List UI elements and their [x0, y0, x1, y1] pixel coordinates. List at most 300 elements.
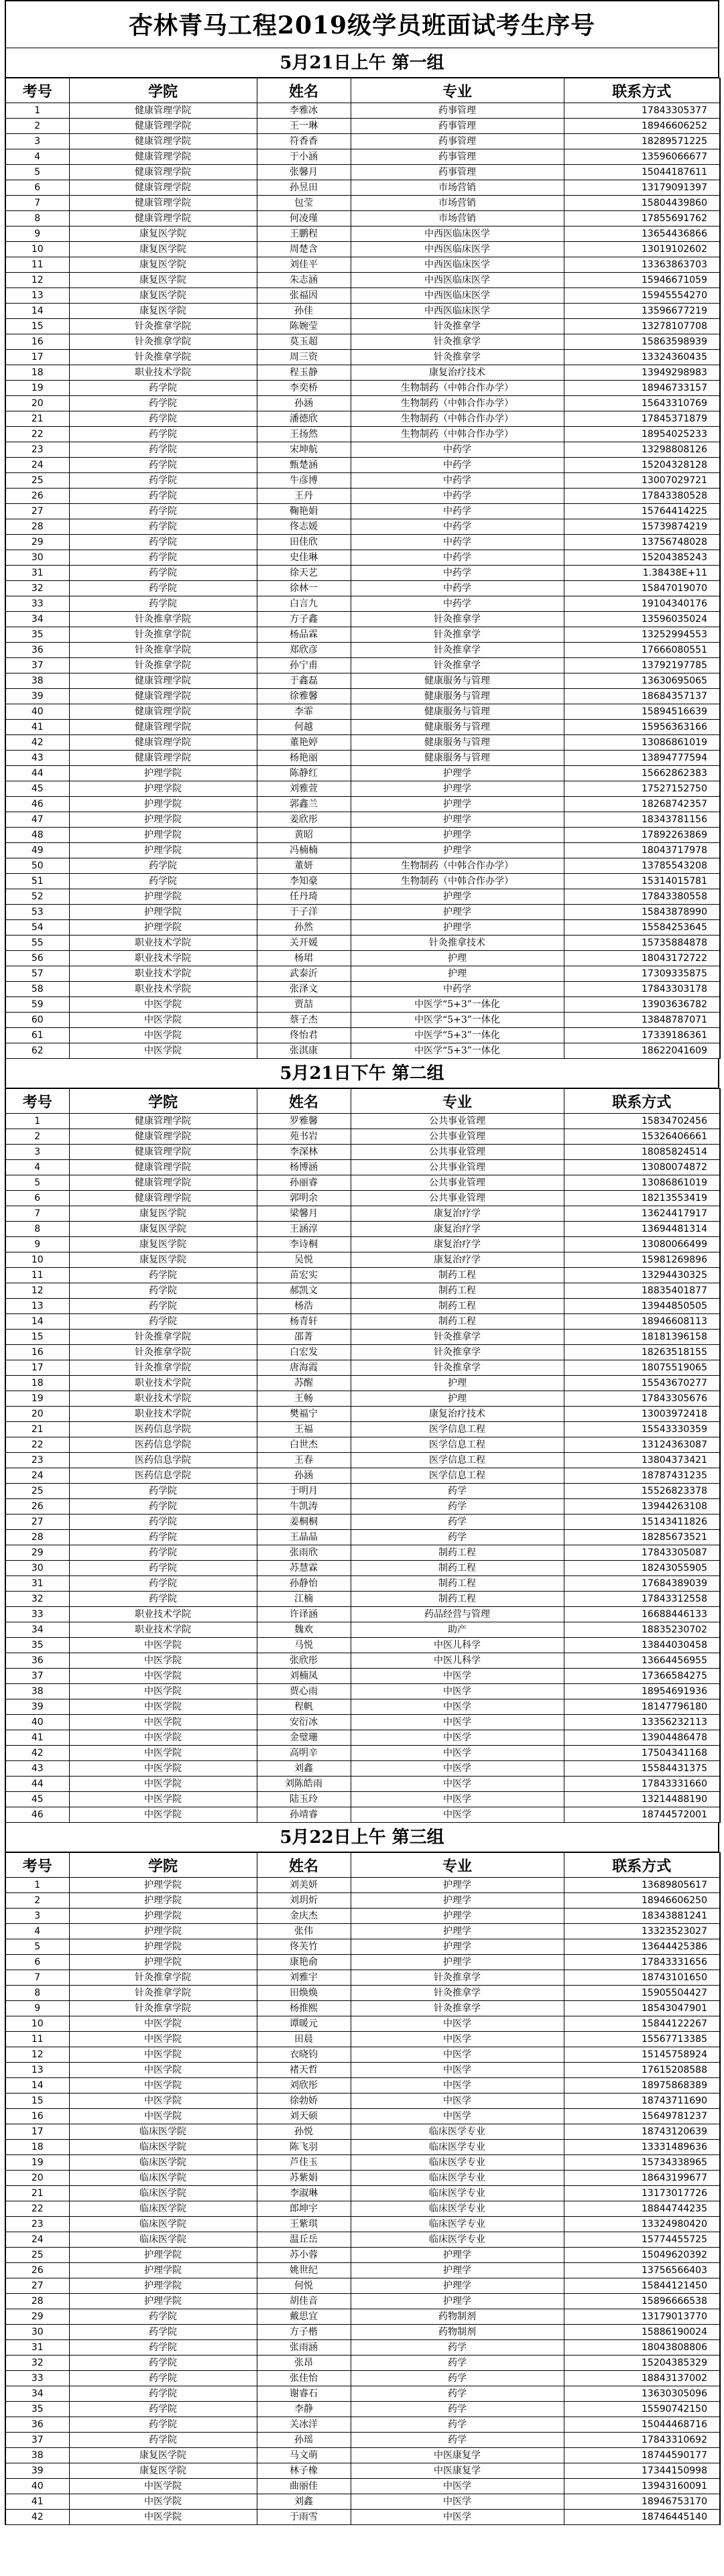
major: 生物制药（中韩合作办学）: [351, 381, 564, 396]
college: 临床医学院: [69, 2201, 257, 2217]
exam-number: 10: [5, 2016, 69, 2032]
exam-number: 15: [5, 2094, 69, 2109]
contact-phone: 17843305377: [564, 103, 720, 119]
contact-phone: 15543330359: [564, 1422, 720, 1437]
table-row: [5, 1607, 720, 1622]
exam-number: 13: [5, 2063, 69, 2078]
contact-phone: 17843331656: [564, 1955, 720, 1970]
header-college: 学院: [69, 1853, 257, 1878]
major: 护理学: [351, 905, 564, 920]
student-name: 白世杰: [257, 1437, 351, 1453]
major: 中药学: [351, 566, 564, 581]
major: 药学: [351, 1515, 564, 1530]
college: 职业技术学院: [69, 1607, 257, 1622]
contact-phone: 15590742150: [564, 2402, 720, 2417]
student-name: 鞠艳娟: [257, 504, 351, 519]
exam-number: 33: [5, 2371, 69, 2386]
major: 中西医临床医学: [351, 227, 564, 242]
exam-number: 14: [5, 304, 69, 319]
student-name: 周楚含: [257, 242, 351, 257]
exam-number: 6: [5, 180, 69, 196]
contact-phone: 15847019070: [564, 581, 720, 596]
exam-number: 1: [5, 1114, 69, 1129]
student-name: 杨珺: [257, 951, 351, 966]
table-row: [5, 489, 720, 504]
contact-phone: 13179091397: [564, 180, 720, 196]
exam-number: 42: [5, 735, 69, 751]
college: 护理学院: [69, 1909, 257, 1924]
contact-phone: 18954025233: [564, 427, 720, 442]
major: 临床医学专业: [351, 2140, 564, 2155]
contact-phone: 13756748028: [564, 535, 720, 550]
contact-phone: 18343881241: [564, 1909, 720, 1924]
major: 中医学: [351, 2078, 564, 2094]
major: 临床医学专业: [351, 2217, 564, 2232]
header-college: 学院: [69, 1089, 257, 1114]
header-major: 专业: [351, 1853, 564, 1878]
student-name: 贾心雨: [257, 1684, 351, 1699]
exam-number: 5: [5, 1939, 69, 1955]
major: 中医学: [351, 1715, 564, 1730]
major: 药学: [351, 2371, 564, 2386]
major: 中医学: [351, 1792, 564, 1807]
student-name: 郑欣彦: [257, 643, 351, 658]
student-name: 马悦: [257, 1638, 351, 1653]
student-name: 李淑琳: [257, 2186, 351, 2201]
college: 针灸推拿学院: [69, 1970, 257, 1986]
college: 康复医学院: [69, 2463, 257, 2479]
exam-number: 39: [5, 1699, 69, 1715]
student-name: 于鑫磊: [257, 673, 351, 689]
college: 健康管理学院: [69, 720, 257, 735]
contact-phone: 13894777594: [564, 751, 720, 766]
table-row: [5, 2140, 720, 2155]
major: 中医学: [351, 2032, 564, 2047]
table-row: [5, 350, 720, 365]
exam-number: 30: [5, 1561, 69, 1576]
exam-number: 34: [5, 612, 69, 627]
student-name: 林子橡: [257, 2463, 351, 2479]
exam-number: 42: [5, 1746, 69, 1761]
student-name: 李雅冰: [257, 103, 351, 119]
exam-number: 17: [5, 350, 69, 365]
contact-phone: 15863598939: [564, 334, 720, 350]
student-name: 牛彦博: [257, 473, 351, 489]
student-name: 孙丽睿: [257, 1175, 351, 1191]
college: 针灸推拿学院: [69, 1345, 257, 1360]
exam-number: 54: [5, 920, 69, 936]
college: 中医学院: [69, 2032, 257, 2047]
exam-number: 17: [5, 1360, 69, 1376]
contact-phone: 18946753170: [564, 2494, 720, 2510]
table-row: [5, 1145, 720, 1160]
table-row: [5, 1893, 720, 1909]
college: 康复医学院: [69, 273, 257, 288]
contact-phone: 13007029721: [564, 473, 720, 489]
table-row: [5, 812, 720, 828]
exam-number: 38: [5, 673, 69, 689]
college: 健康管理学院: [69, 165, 257, 180]
contact-phone: 18744572001: [564, 1807, 720, 1823]
contact-phone: 18147796180: [564, 1699, 720, 1715]
exam-number: 44: [5, 1777, 69, 1792]
exam-number: 8: [5, 1986, 69, 2001]
exam-number: 19: [5, 1391, 69, 1407]
major: 中医学: [351, 2047, 564, 2063]
exam-number: 31: [5, 2340, 69, 2356]
exam-number: 19: [5, 2155, 69, 2171]
major: 中医学: [351, 1746, 564, 1761]
table-row: [5, 1653, 720, 1669]
exam-number: 13: [5, 288, 69, 304]
college: 针灸推拿学院: [69, 1986, 257, 2001]
contact-phone: 17527152750: [564, 781, 720, 797]
contact-phone: 13848787071: [564, 1013, 720, 1028]
major: 中药学: [351, 550, 564, 566]
table-row: [5, 165, 720, 180]
exam-number: 11: [5, 2032, 69, 2047]
college: 健康管理学院: [69, 180, 257, 196]
table-row: [5, 1160, 720, 1175]
table-row: [5, 735, 720, 751]
table-row: [5, 1191, 720, 1206]
table-row: [5, 2232, 720, 2248]
contact-phone: 17684389039: [564, 1576, 720, 1592]
table-row: [5, 2433, 720, 2448]
table-row: [5, 1878, 720, 1893]
student-name: 于雨雪: [257, 2510, 351, 2525]
contact-phone: 13214488190: [564, 1792, 720, 1807]
exam-number: 25: [5, 2248, 69, 2263]
contact-phone: 18946733157: [564, 381, 720, 396]
college: 药学院: [69, 1561, 257, 1576]
student-name: 张馨月: [257, 165, 351, 180]
student-name: 陈静红: [257, 766, 351, 781]
exam-number: 2: [5, 119, 69, 134]
major: 生物制药（中韩合作办学）: [351, 411, 564, 427]
exam-number: 24: [5, 458, 69, 473]
table-row: [5, 1175, 720, 1191]
contact-phone: 13294430325: [564, 1268, 720, 1283]
exam-number: 29: [5, 535, 69, 550]
major: 助产: [351, 1622, 564, 1638]
exam-number: 4: [5, 1924, 69, 1939]
college: 护理学院: [69, 920, 257, 936]
college: 药学院: [69, 596, 257, 612]
contact-phone: 17504341168: [564, 1746, 720, 1761]
table-row: [5, 596, 720, 612]
college: 药学院: [69, 2433, 257, 2448]
student-name: 董妍: [257, 858, 351, 874]
student-name: 陆玉玲: [257, 1792, 351, 1807]
exam-number: 40: [5, 704, 69, 720]
table-row: [5, 458, 720, 473]
exam-number: 10: [5, 242, 69, 257]
contact-phone: 18835230702: [564, 1622, 720, 1638]
major: 制药工程: [351, 1561, 564, 1576]
college: 临床医学院: [69, 2171, 257, 2186]
student-name: 芦佳玉: [257, 2155, 351, 2171]
major: 护理: [351, 1376, 564, 1391]
student-name: 于小涵: [257, 149, 351, 165]
major: 中医学: [351, 1669, 564, 1684]
table-row: [5, 797, 720, 812]
exam-number: 40: [5, 2479, 69, 2494]
college: 药学院: [69, 1499, 257, 1515]
contact-phone: 18843137002: [564, 2371, 720, 2386]
contact-phone: 15326406661: [564, 1129, 720, 1145]
table-row: [5, 720, 720, 735]
table-row: [5, 2124, 720, 2140]
college: 中医学院: [69, 2479, 257, 2494]
contact-phone: 15204328128: [564, 458, 720, 473]
major: 中药学: [351, 535, 564, 550]
table-row: [5, 2263, 720, 2278]
student-name: 苏醒: [257, 1376, 351, 1391]
college: 针灸推拿学院: [69, 350, 257, 365]
student-name: 张福因: [257, 288, 351, 304]
major: 护理学: [351, 1939, 564, 1955]
contact-phone: 17843380558: [564, 889, 720, 905]
student-name: 许译涵: [257, 1607, 351, 1622]
contact-phone: 13904486478: [564, 1730, 720, 1746]
major: 中医康复学: [351, 2448, 564, 2463]
contact-phone: 15804439860: [564, 196, 720, 211]
contact-phone: 15844121450: [564, 2278, 720, 2294]
header-exam-no: 考号: [5, 1089, 69, 1114]
college: 护理学院: [69, 1878, 257, 1893]
college: 中医学院: [69, 1761, 257, 1777]
student-name: 宋坤航: [257, 442, 351, 458]
college: 药学院: [69, 566, 257, 581]
contact-phone: 18268742357: [564, 797, 720, 812]
major: 针灸推拿学: [351, 1360, 564, 1376]
exam-number: 27: [5, 2278, 69, 2294]
college: 康复医学院: [69, 227, 257, 242]
college: 健康管理学院: [69, 1160, 257, 1175]
exam-number: 23: [5, 442, 69, 458]
student-name: 陈婉莹: [257, 319, 351, 334]
contact-phone: 13949298983: [564, 365, 720, 381]
student-name: 张昂: [257, 2356, 351, 2371]
header-contact: 联系方式: [564, 1089, 720, 1114]
college: 中医学院: [69, 1746, 257, 1761]
contact-phone: 15886190024: [564, 2325, 720, 2340]
college: 职业技术学院: [69, 982, 257, 997]
college: 中医学院: [69, 1777, 257, 1792]
student-name: 王畅: [257, 1391, 351, 1407]
table-row: [5, 1530, 720, 1545]
student-name: 佟怡君: [257, 1028, 351, 1043]
major: 护理学: [351, 2248, 564, 2263]
table-row: [5, 1314, 720, 1330]
table-row: [5, 858, 720, 874]
document: [5, 0, 719, 2525]
major: 生物制药（中韩合作办学）: [351, 858, 564, 874]
student-name: 周三资: [257, 350, 351, 365]
student-name: 王鹏程: [257, 227, 351, 242]
header-name: 姓名: [257, 1853, 351, 1878]
contact-phone: 17339186361: [564, 1028, 720, 1043]
college: 康复医学院: [69, 1252, 257, 1268]
college: 护理学院: [69, 1924, 257, 1939]
student-name: 温丘岳: [257, 2232, 351, 2248]
exam-number: 18: [5, 1376, 69, 1391]
exam-number: 34: [5, 2386, 69, 2402]
contact-phone: 17366584275: [564, 1669, 720, 1684]
major: 护理学: [351, 1909, 564, 1924]
table-row: [5, 1986, 720, 2001]
table-header-row: [5, 78, 720, 103]
student-name: 王扬然: [257, 427, 351, 442]
exam-number: 3: [5, 1909, 69, 1924]
college: 护理学院: [69, 889, 257, 905]
college: 药学院: [69, 2325, 257, 2340]
table-row: [5, 2294, 720, 2309]
student-name: 高明辛: [257, 1746, 351, 1761]
table-row: [5, 1484, 720, 1499]
college: 药学院: [69, 1576, 257, 1592]
table-row: [5, 1576, 720, 1592]
major: 健康服务与管理: [351, 689, 564, 704]
table-row: [5, 2371, 720, 2386]
table-row: [5, 2032, 720, 2047]
exam-number: 61: [5, 1028, 69, 1043]
student-name: 苏小蓉: [257, 2248, 351, 2263]
contact-phone: 18743711690: [564, 2094, 720, 2109]
exam-number: 7: [5, 1206, 69, 1222]
major: 中医学“5+3”一体化: [351, 1028, 564, 1043]
college: 健康管理学院: [69, 149, 257, 165]
student-name: 程帆: [257, 1699, 351, 1715]
exam-number: 10: [5, 1252, 69, 1268]
contact-phone: 15049620392: [564, 2248, 720, 2263]
table-row: [5, 2417, 720, 2433]
major: 护理学: [351, 1878, 564, 1893]
table-row: [5, 1468, 720, 1484]
table-row: [5, 1746, 720, 1761]
contact-phone: 13596066677: [564, 149, 720, 165]
table-row: [5, 473, 720, 489]
student-name: 李奕桥: [257, 381, 351, 396]
exam-number: 3: [5, 1145, 69, 1160]
exam-number: 26: [5, 2263, 69, 2278]
table-row: [5, 1684, 720, 1699]
table-row: [5, 936, 720, 951]
student-name: 于子洋: [257, 905, 351, 920]
college: 药学院: [69, 1283, 257, 1299]
contact-phone: 13331489636: [564, 2140, 720, 2155]
major: 中医学: [351, 1730, 564, 1746]
table-row: [5, 1909, 720, 1924]
college: 康复医学院: [69, 2448, 257, 2463]
exam-number: 12: [5, 1283, 69, 1299]
exam-number: 19: [5, 381, 69, 396]
contact-phone: 15204385329: [564, 2356, 720, 2371]
student-name: 谭暖元: [257, 2016, 351, 2032]
college: 药学院: [69, 1314, 257, 1330]
college: 药学院: [69, 396, 257, 411]
exam-number: 51: [5, 874, 69, 889]
table-row: [5, 211, 720, 227]
major: 护理学: [351, 2278, 564, 2294]
contact-phone: 13903636782: [564, 997, 720, 1013]
table-row: [5, 1043, 720, 1059]
major: 中医学: [351, 1761, 564, 1777]
contact-phone: 17843331660: [564, 1777, 720, 1792]
contact-phone: 17843310692: [564, 2433, 720, 2448]
contact-phone: 15834702456: [564, 1114, 720, 1129]
major: 临床医学专业: [351, 2171, 564, 2186]
college: 药学院: [69, 1484, 257, 1499]
table-row: [5, 134, 720, 149]
student-name: 孙然: [257, 920, 351, 936]
college: 药学院: [69, 1592, 257, 1607]
exam-number: 3: [5, 134, 69, 149]
college: 针灸推拿学院: [69, 658, 257, 673]
major: 医学信息工程: [351, 1468, 564, 1484]
major: 制药工程: [351, 1576, 564, 1592]
student-name: 樊福宁: [257, 1407, 351, 1422]
contact-phone: 13644425386: [564, 1939, 720, 1955]
group-title: 5月21日下午 第二组: [5, 1059, 719, 1088]
exam-number: 22: [5, 2201, 69, 2217]
table-row: [5, 1622, 720, 1638]
header-major: 专业: [351, 1089, 564, 1114]
table-row: [5, 566, 720, 581]
major: 药学: [351, 2340, 564, 2356]
exam-number: 58: [5, 982, 69, 997]
exam-number: 26: [5, 489, 69, 504]
contact-phone: 13278107708: [564, 319, 720, 334]
college: 药学院: [69, 473, 257, 489]
exam-number: 5: [5, 165, 69, 180]
college: 护理学院: [69, 1893, 257, 1909]
major: 公共事业管理: [351, 1114, 564, 1129]
college: 护理学院: [69, 843, 257, 858]
major: 中医学: [351, 2510, 564, 2525]
exam-number: 57: [5, 966, 69, 982]
student-name: 江楠: [257, 1592, 351, 1607]
major: 市场营销: [351, 180, 564, 196]
table-row: [5, 1360, 720, 1376]
contact-phone: 18243055905: [564, 1561, 720, 1576]
student-name: 徐雅馨: [257, 689, 351, 704]
exam-number: 5: [5, 1175, 69, 1191]
exam-number: 20: [5, 1407, 69, 1422]
major: 制药工程: [351, 1592, 564, 1607]
college: 健康管理学院: [69, 751, 257, 766]
contact-phone: 15894516639: [564, 704, 720, 720]
major: 护理学: [351, 2294, 564, 2309]
major: 中医学: [351, 2479, 564, 2494]
exam-number: 1: [5, 1878, 69, 1893]
student-name: 戴思宜: [257, 2309, 351, 2325]
table-row: [5, 2155, 720, 2171]
contact-phone: 13003972418: [564, 1407, 720, 1422]
college: 健康管理学院: [69, 704, 257, 720]
college: 职业技术学院: [69, 1376, 257, 1391]
college: 健康管理学院: [69, 673, 257, 689]
college: 药学院: [69, 2340, 257, 2356]
major: 医学信息工程: [351, 1437, 564, 1453]
college: 中医学院: [69, 1028, 257, 1043]
table-row: [5, 982, 720, 997]
exam-number: 24: [5, 1468, 69, 1484]
student-name: 吴悦: [257, 1252, 351, 1268]
major: 健康服务与管理: [351, 673, 564, 689]
college: 护理学院: [69, 766, 257, 781]
